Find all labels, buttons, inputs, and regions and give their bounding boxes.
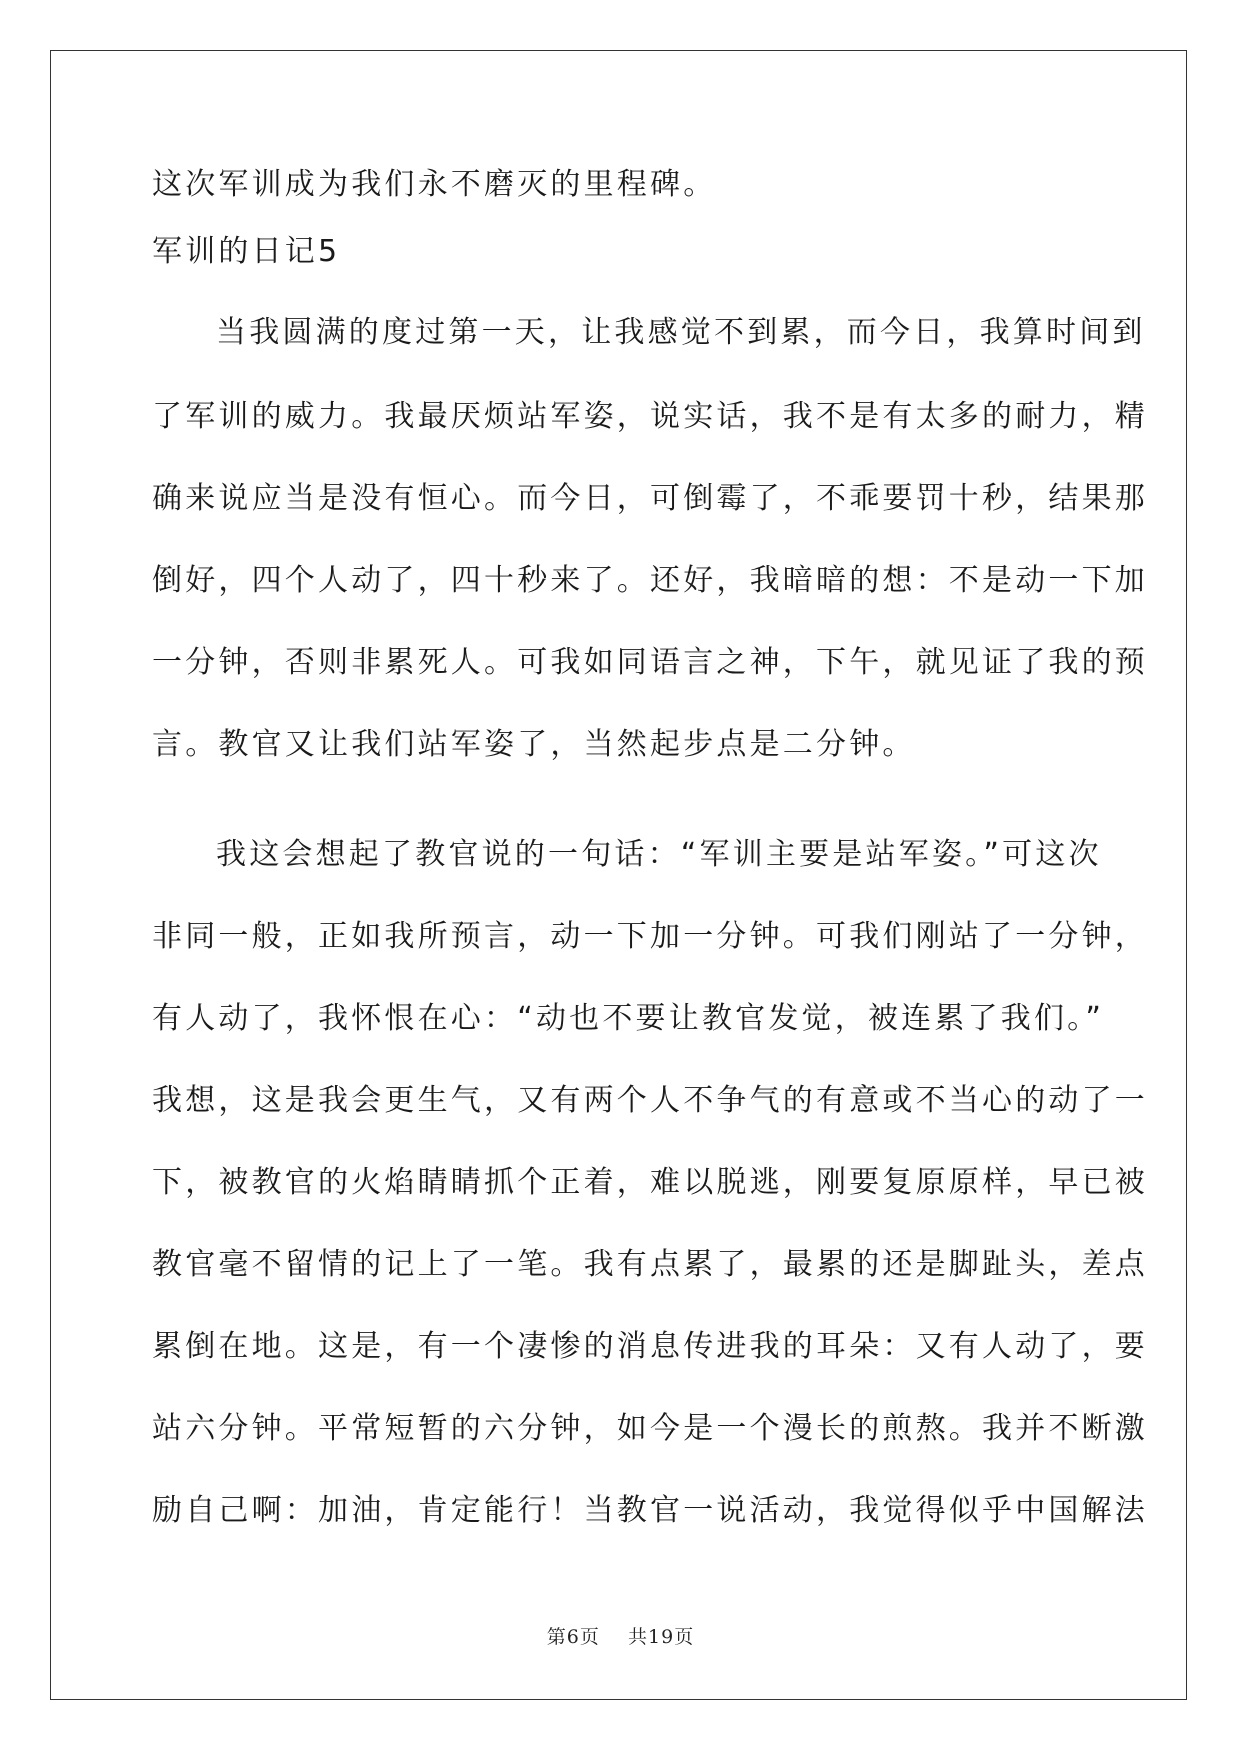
document-body [152,156,1148,1552]
text-line: 站六分钟。平常短暂的六分钟，如今是一个漫长的煎熬。我并不断激 [152,1411,1148,1446]
text-line: 励自己啊：加油，肯定能行！当教官一说活动，我觉得似乎中国解法 [152,1493,1148,1528]
page-number: 第6页 [546,1626,600,1648]
text-line: 确来说应当是没有恒心。而今日，可倒霉了，不乖要罚十秒，结果那 [152,481,1148,516]
text-line: 我这会想起了教官说的一句话：“军训主要是站军姿。”可这次 [216,837,1102,872]
text-line: 倒好，四个人动了，四十秒来了。还好，我暗暗的想：不是动一下加 [152,563,1148,598]
text-line: 累倒在地。这是，有一个凄惨的消息传进我的耳朵：又有人动了，要 [152,1329,1148,1364]
text-line: 教官毫不留情的记上了一笔。我有点累了，最累的还是脚趾头，差点 [152,1247,1148,1282]
section-heading: 军训的日记5 [152,234,341,269]
text-line: 了军训的威力。我最厌烦站军姿，说实话，我不是有太多的耐力，精 [152,399,1148,434]
page-total: 共19页 [628,1626,695,1648]
text-line: 我想，这是我会更生气，又有两个人不争气的有意或不当心的动了一 [152,1083,1148,1118]
text-line: 这次军训成为我们永不磨灭的里程碑。 [152,167,717,202]
text-line: 下，被教官的火焰睛睛抓个正着，难以脱逃，刚要复原原样，早已被 [152,1165,1148,1200]
text-line: 当我圆满的度过第一天，让我感觉不到累，而今日，我算时间到 [216,315,1146,350]
text-line: 有人动了，我怀恨在心：“动也不要让教官发觉，被连累了我们。” [152,1001,1105,1036]
text-line: 非同一般，正如我所预言，动一下加一分钟。可我们刚站了一分钟， [152,919,1148,954]
text-line: 一分钟，否则非累死人。可我如同语言之神，下午，就见证了我的预 [152,645,1148,680]
text-line: 言。教官又让我们站军姿了，当然起步点是二分钟。 [152,727,916,762]
page-footer [0,1622,1241,1649]
